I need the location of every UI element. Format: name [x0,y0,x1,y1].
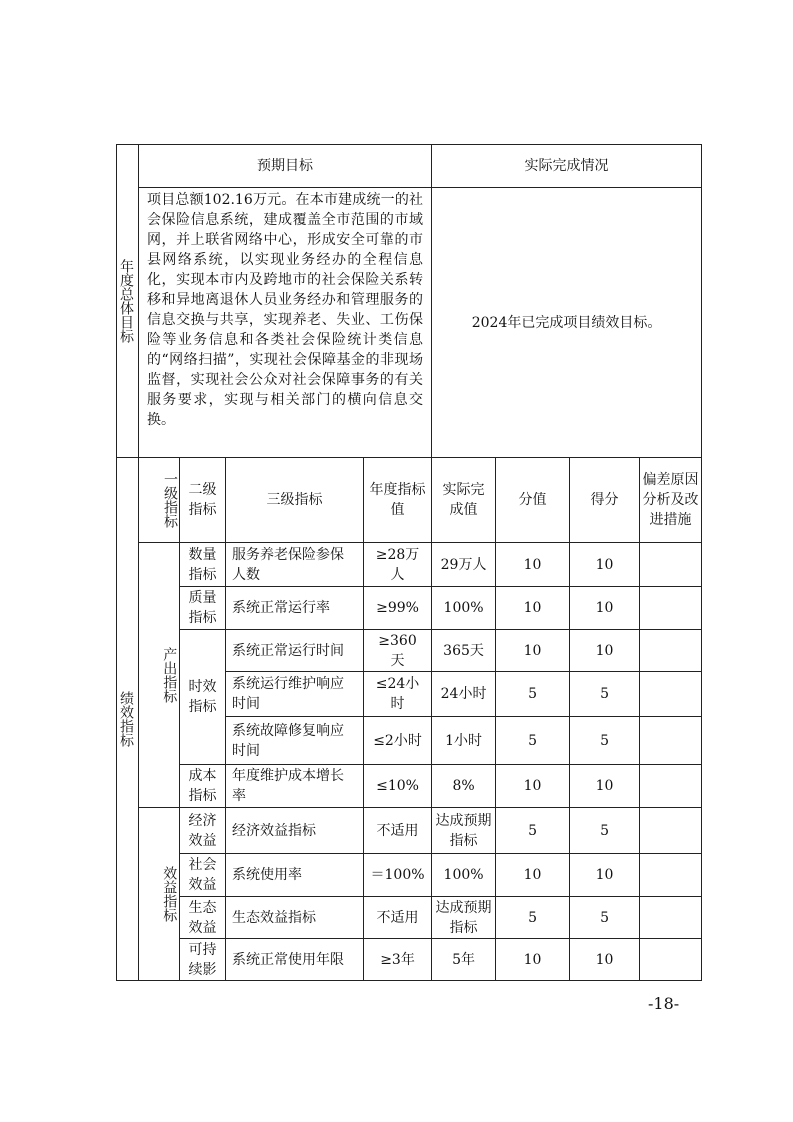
row-score: 5 [496,897,570,939]
row-dev [640,939,702,981]
row-level3: 系统运行维护响应时间 [226,672,364,717]
row-score: 10 [496,765,570,808]
row-target [364,543,432,587]
row-target: ＝100% [364,854,432,897]
actual-completion-text: 2024年已完成项目绩效目标。 [432,188,702,458]
row-target-text: ≥28万人 [375,546,420,583]
row-dev [640,630,702,672]
row-target-text: ≤24小时 [375,676,420,712]
row-got: 5 [570,672,640,717]
row-level3: 系统正常运行率 [226,587,364,630]
actual-value-header [432,458,496,543]
row-actual: 365天 [432,630,496,672]
row-got: 10 [570,543,640,587]
level3-header: 三级指标 [226,458,364,543]
level1-header: 一级指标 [162,472,178,528]
row-target [364,630,432,672]
row-level2 [180,897,226,939]
row-dev [640,897,702,939]
output-spacer [139,543,160,808]
row-level3: 系统正常使用年限 [226,939,364,981]
row-got: 10 [570,939,640,981]
row-score: 10 [496,630,570,672]
row-score: 10 [496,587,570,630]
row-got: 10 [570,854,640,897]
row-dev [640,672,702,717]
row-dev [640,543,702,587]
row-dev [640,717,702,765]
row-dev [640,808,702,854]
row-level3: 系统故障修复响应时间 [226,717,364,765]
row-dev [640,765,702,808]
row-target: ≤10% [364,765,432,808]
row-target-text: ≥360天 [378,632,417,669]
row-level2-text: 经济效益 [188,812,217,849]
row-level2 [180,939,226,981]
performance-label: 绩效指标 [118,691,134,747]
row-target [364,717,432,765]
level2-header [180,458,226,543]
level2-header-text: 二级指标 [188,482,217,518]
row-got: 5 [570,897,640,939]
row-level2-text: 时效指标 [188,679,217,715]
row-target: 不适用 [364,808,432,854]
row-level3: 服务养老保险参保人数 [226,543,364,587]
row-actual: 24小时 [432,672,496,717]
benefit-spacer [139,808,160,981]
row-level2 [180,587,226,630]
row-target-text: ≤2小时 [373,732,422,749]
row-level3: 系统使用率 [226,854,364,897]
row-actual: 5年 [432,939,496,981]
row-level2-text: 数量指标 [188,546,217,583]
row-level2-text: 成本指标 [188,768,217,804]
row-dev [640,587,702,630]
row-score: 5 [496,808,570,854]
row-target: ≥99% [364,587,432,630]
actual-completion-header: 实际完成情况 [432,145,702,188]
row-actual-text: 达成预期指标 [435,899,492,936]
row-level2 [180,765,226,808]
benefit-label-cell [160,808,180,981]
row-level2-text: 生态效益 [188,899,217,936]
row-level2-text: 可持续影 [188,941,217,978]
row-actual-text: 达成预期指标 [435,812,492,849]
row-target: ≥3年 [364,939,432,981]
row-target: 不适用 [364,897,432,939]
row-actual [432,808,496,854]
output-label: 产出指标 [161,647,178,703]
annual-goal-label-cell [117,145,139,458]
row-level2 [180,543,226,587]
row-got: 5 [570,717,640,765]
benefit-label: 效益指标 [161,866,178,922]
annual-target-header-text: 年度指标值 [369,482,426,518]
performance-label-cell [117,458,139,981]
row-score: 10 [496,939,570,981]
expected-goal-text [139,188,432,458]
row-level3: 经济效益指标 [226,808,364,854]
expected-goal-header: 预期目标 [139,145,432,188]
row-level3: 生态效益指标 [226,897,364,939]
row-score: 5 [496,717,570,765]
row-score: 5 [496,672,570,717]
row-actual: 100% [432,587,496,630]
row-actual [432,897,496,939]
row-level3: 系统正常运行时间 [226,630,364,672]
deviation-header-text: 偏差原因分析及改进措施 [642,472,699,528]
row-level2 [180,808,226,854]
annual-goal-label: 年度总体目标 [118,259,134,343]
row-actual: 1小时 [432,717,496,765]
row-got: 10 [570,630,640,672]
level1-header-cell [139,458,180,543]
row-actual: 100% [432,854,496,897]
row-score: 10 [496,543,570,587]
expected-goal-paragraph: 项目总额102.16万元。在本市建成统一的社会保险信息系统，建成覆盖全市范围的市域网，并上联省网络中心，形成安全可靠的市县网络系统，以实现业务经办的全程信息化，实现本市内及跨地市的社会保险关系转移和异地离退休人员业务经办和管理服务的信息交换与共享，实现养老、失业、工伤保险等业务信息和各类社会保险统计类信息的“网络扫描”，实现社会保障基金的非现场监督，实现社会公众对社会保障事务的有关服务要求，实现与相关部门的横向信息交换。 [147,192,424,428]
row-level2 [180,854,226,897]
row-level3: 年度维护成本增长率 [226,765,364,808]
score-got-header: 得分 [570,458,640,543]
row-actual: 8% [432,765,496,808]
row-got: 10 [570,587,640,630]
deviation-header [640,458,702,543]
row-level2-text: 社会效益 [188,857,217,893]
score-value-header: 分值 [496,458,570,543]
page-number: -18- [648,994,680,1013]
row-level2-text: 质量指标 [188,590,217,626]
annual-target-header [364,458,432,543]
actual-value-header-text: 实际完成值 [442,482,485,518]
row-score: 10 [496,854,570,897]
row-dev [640,854,702,897]
row-target [364,672,432,717]
row-level2 [180,630,226,765]
row-got: 10 [570,765,640,808]
row-actual: 29万人 [432,543,496,587]
row-got: 5 [570,808,640,854]
performance-table [116,144,702,981]
output-label-cell [160,543,180,808]
